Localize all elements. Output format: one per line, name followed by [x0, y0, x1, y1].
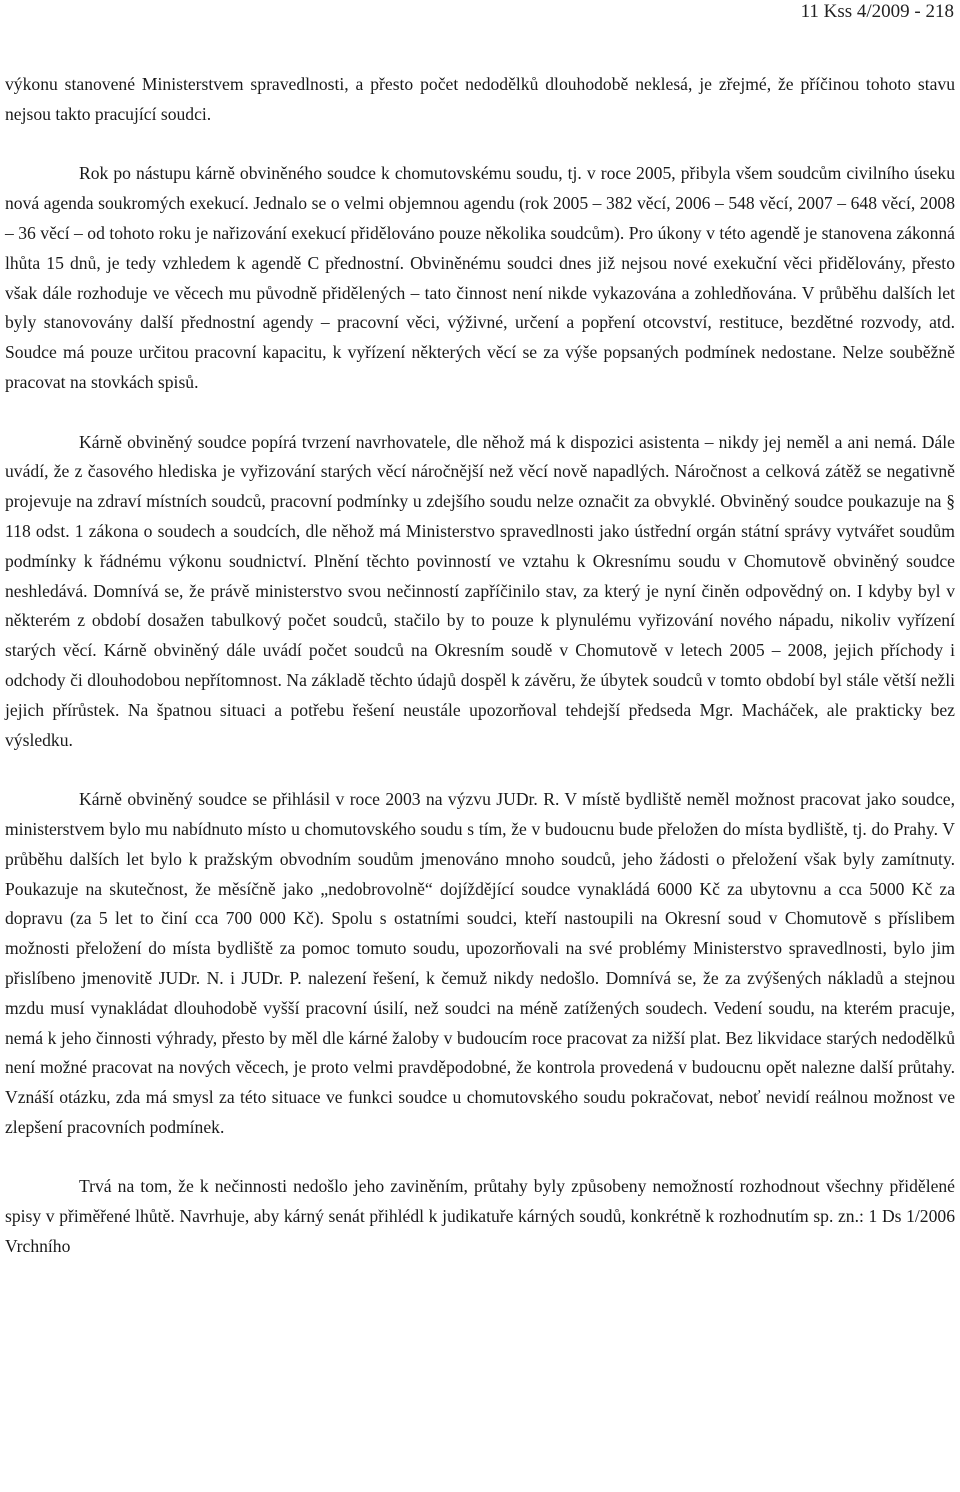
paragraph-continuation: výkonu stanovené Ministerstvem spravedlnosti, a přesto počet nedodělků dlouhodobě neklesá, je zřejmé, že příčinou tohoto stavu nejsou takto pracující soudci.	[5, 74, 955, 124]
document-body	[5, 70, 955, 1262]
paragraph-transfer-request: Kárně obviněný soudce se přihlásil v roce 2003 na výzvu JUDr. R. V místě bydliště neměl možnost pracovat jako soudce, ministerstvem bylo mu nabídnuto místo u chomutovského soudu s tím, že v budoucnu bude přeložen do místa bydliště, tj. do Prahy. V průběhu dalších let bylo k pražským obvodním soudům jmenováno mnoho soudců, jeho žádosti o přeložení však byly zamítnuty. Poukazuje na skutečnost, že měsíčně jako „nedobrovolně“ dojíždějící soudce vynakládá 6000 Kč za ubytovnu a cca 5000 Kč za dopravu (za 5 let to činí cca 700 000 Kč). Spolu s ostatními soudci, kteří nastoupili na Okresní soud v Chomutově s příslibem možnosti přeložení do místa bydliště za pomoc tomuto soudu, upozorňovali na své problémy Ministerstvo spravedlnosti, bylo jim přislíbeno jmenovitě JUDr. N. i JUDr. P. nalezení řešení, k čemuž nikdy nedošlo. Domnívá se, že za zvýšených nákladů a stejnou mzdu musí vynakládat dlouhodobě vyšší pracovní úsilí, než soudci na méně zatížených soudech. Vedení soudu, na kterém pracuje, nemá k jeho činnosti výhrady, přesto by měl dle kárné žaloby v budoucím roce pracovat za nižší plat. Bez likvidace starých nedodělků není možné pracovat na nových věcech, je proto velmi pravděpodobné, že kontrola provedená v budoucnu opět nalezne další průtahy. Vznáší otázku, zda má smysl za této situace ve funkci soudce u chomutovského soudu pokračovat, neboť nevidí reálnou možnost ve zlepšení pracovních podmínek.	[5, 789, 955, 1137]
case-number-header: 11 Kss 4/2009 - 218	[800, 1, 954, 22]
paragraph-execution-agenda: Rok po nástupu kárně obviněného soudce k chomutovskému soudu, tj. v roce 2005, přibyla všem soudcům civilního úseku nová agenda soukromých exekucí. Jednalo se o velmi objemnou agendu (rok 2005 – 382 věcí, 2006 – 548 věcí, 2007 – 648 věcí, 2008 – 36 věcí – od tohoto roku je nařizování exekucí přidělováno pouze několika soudcům). Pro úkony v této agendě je stanovena zákonná lhůta 15 dnů, je tedy vzhledem k agendě C přednostní. Obviněnému soudci dnes již nejsou nové exekuční věci přidělovány, přesto však dále rozhoduje ve věcech mu původně přidělených – tato činnost není nikde vykazována a zohledňována. V průběhu dalších let byly stanovovány další přednostní agendy – pracovní věci, výživné, určení a popření otcovství, restituce, bezdětné rozvody, atd. Soudce má pouze určitou pracovní kapacitu, k vyřízení některých věcí se za výše popsaných podmínek nedostane. Nelze souběžně pracovat na stovkách spisů.	[5, 163, 955, 392]
paragraph-assistant-denial: Kárně obviněný soudce popírá tvrzení navrhovatele, dle něhož má k dispozici asistenta – nikdy jej neměl a ani nemá. Dále uvádí, že z časového hlediska je vyřizování starých věcí náročnější než věcí nově napadlých. Náročnost a celková zátěž se negativně projevuje na zdraví místních soudců, pracovní podmínky u zdejšího soudu nelze označit za obvyklé. Obviněný soudce poukazuje na § 118 odst. 1 zákona o soudech a soudcích, dle něhož má Ministerstvo spravedlnosti jako ústřední orgán státní správy vytvářet soudům podmínky k řádnému výkonu soudnictví. Plnění těchto povinností ve vztahu k Okresnímu soudu v Chomutově obviněný soudce neshledává. Domnívá se, že právě ministerstvo svou nečinností zapříčinilo stav, za který je nyní činěn odpovědný on. I kdyby byl v některém z období dosažen tabulkový počet soudců, stačilo by to pouze k plynulému vyřizování nového nápadu, nikoliv vyřízení starých věcí. Kárně obviněný dále uvádí počet soudců na Okresním soudě v Chomutově v letech 2005 – 2008, jejich příchody i odchody či dlouhodobou nepřítomnost. Na základě těchto údajů dospěl k závěru, že úbytek soudců v tomto období byl stále větší nežli jejich přírůstek. Na špatnou situaci a potřebu řešení neustále upozorňoval tehdejší předseda Mgr. Macháček, ale prakticky bez výsledku.	[5, 431, 955, 750]
paragraph-closing-argument: Trvá na tom, že k nečinnosti nedošlo jeho zaviněním, průtahy byly způsobeny nemožností rozhodnout všechny přidělené spisy v přiměřené lhůtě. Navrhuje, aby kárný senát přihlédl k judikatuře kárných soudů, konkrétně k rozhodnutím sp. zn.: 1 Ds 1/2006 Vrchního	[5, 1176, 955, 1257]
